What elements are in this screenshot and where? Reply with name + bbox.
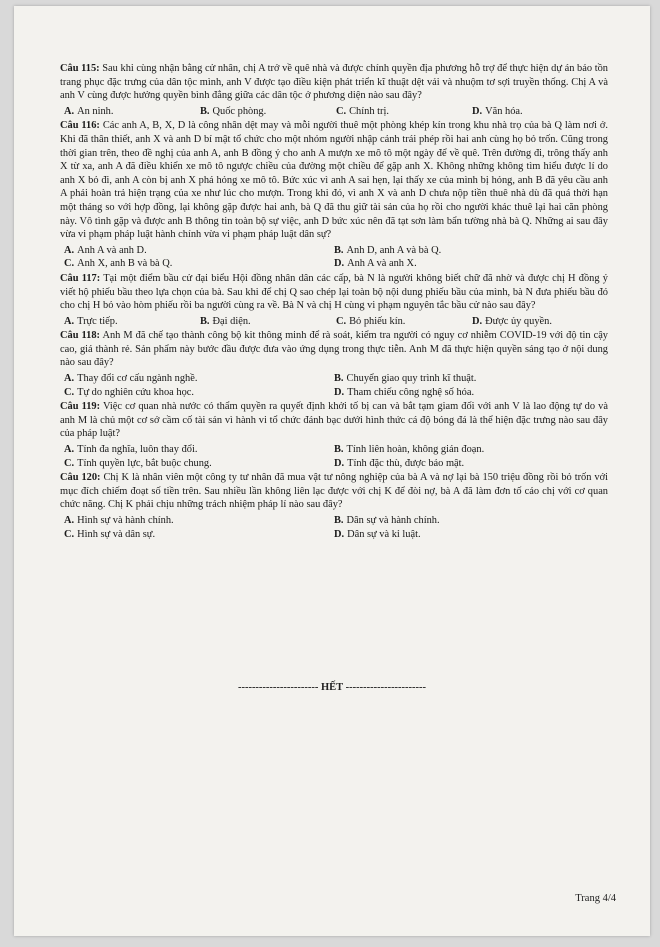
question-text: Tại một điểm bầu cử đại biểu Hội đồng nhân dân các cấp, bà N là người không biết chữ đã nhờ và được chị H đồng ý viết hộ phiếu bầu theo lựa chọn của bà. Sau khi để chị Q sao chép lại toàn bộ nội dung phiếu bầu của mình, bà N đưa phiếu bầu đó cho chị H bỏ vào hòm phiếu rồi ba người cùng ra về. Bà N và chị H cùng vi phạm nguyên tắc bầu cử nào sau đây? bbox=[60, 272, 608, 312]
question-116 bbox=[60, 119, 608, 241]
question-text: Các anh A, B, X, D là công nhân dệt may và mỗi người thuê một phòng khép kín trong khu nhà trọ của bà Q làm nơi ở. Khi đã thân thiết, anh X và anh D bí mật tổ chức cho một nhóm người nhập cảnh trái phép rồi hai anh cùng họ bỏ trốn. Cũng trong thời gian trên, theo đề nghị của anh A, anh B đồng ý cho anh A mượn xe mô tô một ngày để về quê. Trên đường đi, trông thấy anh X từ xa, anh A đã điều khiển xe mô tô ngược chiều của đường một chiều để gặp anh X. Không những không tìm hiểu được lí do anh X bỏ đi, anh A còn bị anh X phá hỏng xe mô tô. Bức xúc vì anh A sai hẹn, lại thấy xe của mình bị hỏng, anh B đã yêu cầu anh A phải hoàn trả hiện trạng của xe như lúc cho mượn. Trong khi đó, vì anh X và anh D chưa nộp tiền thuê nhà dù đã quá thời hạn một tháng so với hợp đồng, lại không gặp được hai anh, bà Q đã thu giữ tài sản của họ rồi cho người khác thuê lại hai căn phòng này. Vô tình gặp và được anh B thông tin toàn bộ sự việc, anh D bức xúc nên đã tạt sơn làm bẩn tường nhà bà Q. Những ai sau đây vừa vi phạm pháp luật hành chính vừa vi phạm pháp luật dân sự? bbox=[60, 120, 608, 241]
question-text: Việc cơ quan nhà nước có thẩm quyền ra quyết định khởi tố bị can và bắt tạm giam đối với anh V là lao động tự do và anh M là chủ một cơ sở cầm cố tài sản vì hành vi tổ chức đánh bạc dưới hình thức cá độ bóng đá là thể hiện đặc trưng nào sau đây của pháp luật? bbox=[60, 401, 608, 440]
option-d: D. Được ủy quyền. bbox=[472, 315, 552, 327]
page-number: Trang 4/4 bbox=[575, 893, 616, 904]
options-115 bbox=[60, 105, 608, 119]
question-118 bbox=[60, 329, 608, 370]
option-b: B. Quốc phòng. bbox=[200, 105, 267, 117]
question-number: Câu 120: bbox=[60, 472, 101, 484]
option-a: A. An ninh. bbox=[64, 105, 114, 117]
option-a: A. Hình sự và hành chính. bbox=[64, 515, 174, 526]
option-d: D. Tham chiếu công nghệ số hóa. bbox=[334, 386, 475, 398]
option-a: A. Tính đa nghĩa, luôn thay đổi. bbox=[64, 444, 198, 456]
option-b: B. Đại diện. bbox=[200, 315, 251, 327]
question-number: Câu 119: bbox=[60, 401, 101, 413]
option-a: A. Thay đổi cơ cấu ngành nghề. bbox=[64, 373, 198, 385]
question-number: Câu 118: bbox=[60, 330, 100, 342]
options-119 bbox=[60, 443, 608, 470]
option-c: C. Bỏ phiếu kín. bbox=[336, 315, 406, 327]
question-119 bbox=[60, 400, 608, 441]
option-b: B. Dân sự và hành chính. bbox=[334, 515, 440, 526]
option-c: C. Anh X, anh B và bà Q. bbox=[64, 258, 173, 270]
question-number: Câu 115: bbox=[60, 63, 100, 74]
options-117 bbox=[60, 315, 608, 329]
option-d: D. Dân sự và kỉ luật. bbox=[334, 528, 421, 540]
options-120 bbox=[60, 514, 608, 541]
question-117 bbox=[60, 272, 608, 313]
question-number: Câu 116: bbox=[60, 120, 100, 132]
options-118 bbox=[60, 372, 608, 399]
option-c: C. Chính trị. bbox=[336, 105, 389, 117]
options-116 bbox=[60, 244, 608, 271]
option-a: A. Anh A và anh D. bbox=[64, 244, 147, 256]
option-b: B. Anh D, anh A và bà Q. bbox=[334, 244, 442, 256]
question-120 bbox=[60, 471, 608, 512]
questions-body bbox=[60, 62, 608, 542]
option-b: B. Chuyển giao quy trình kĩ thuật. bbox=[334, 373, 477, 385]
question-number: Câu 117: bbox=[60, 272, 101, 284]
question-text: Anh M đã chế tạo thành công bộ kit thông minh để rà soát, kiểm tra người có nguy cơ nhiễm COVID-19 với độ tin cậy cao, giá thành rẻ. Sản phẩm này bước đầu được đưa vào ứng dụng trong thực tiễn. Anh M đã thực hiện quyền sáng tạo ở nội dung nào sau đây? bbox=[60, 330, 608, 369]
option-a: A. Trực tiếp. bbox=[64, 315, 118, 327]
option-c: C. Tự do nghiên cứu khoa học. bbox=[64, 386, 194, 398]
option-d: D. Văn hóa. bbox=[472, 105, 523, 117]
option-d: D. Anh A và anh X. bbox=[334, 258, 417, 270]
question-text: Chị K là nhân viên một công ty tư nhân đã mua vật tư nông nghiệp của bà A và nợ lại bà 150 triệu đồng rồi bỏ trốn với mục đích chiếm đoạt số tiền trên. Sau nhiều lần không liên lạc được với chị K để đòi nợ, bà A đã làm đơn tố cáo chị với cơ quan chức năng. Chị K phải chịu những trách nhiệm pháp lí nào sau đây? bbox=[60, 472, 608, 511]
question-115 bbox=[60, 62, 608, 103]
option-c: C. Tính quyền lực, bắt buộc chung. bbox=[64, 457, 212, 469]
document-page bbox=[14, 6, 650, 936]
option-d: D. Tính đặc thù, được bảo mật. bbox=[334, 457, 465, 469]
question-text: Sau khi cùng nhận bằng cử nhân, chị A trở về quê nhà và được chính quyền địa phương hỗ trợ để thực hiện dự án bảo tồn trang phục đặc trưng của dân tộc mình, anh V được tạo điều kiện phát triển kĩ thuật dệt vải và nhuộm tơ sợi truyền thống. Chị A và anh V cùng được hưởng quyền bình đẳng giữa các dân tộc ở phương diện nào sau đây? bbox=[60, 63, 608, 102]
option-c: C. Hình sự và dân sự. bbox=[64, 528, 156, 540]
end-marker: ----------------------- HẾT ----------------------- bbox=[237, 682, 427, 693]
option-b: B. Tính liên hoàn, không gián đoạn. bbox=[334, 444, 485, 456]
